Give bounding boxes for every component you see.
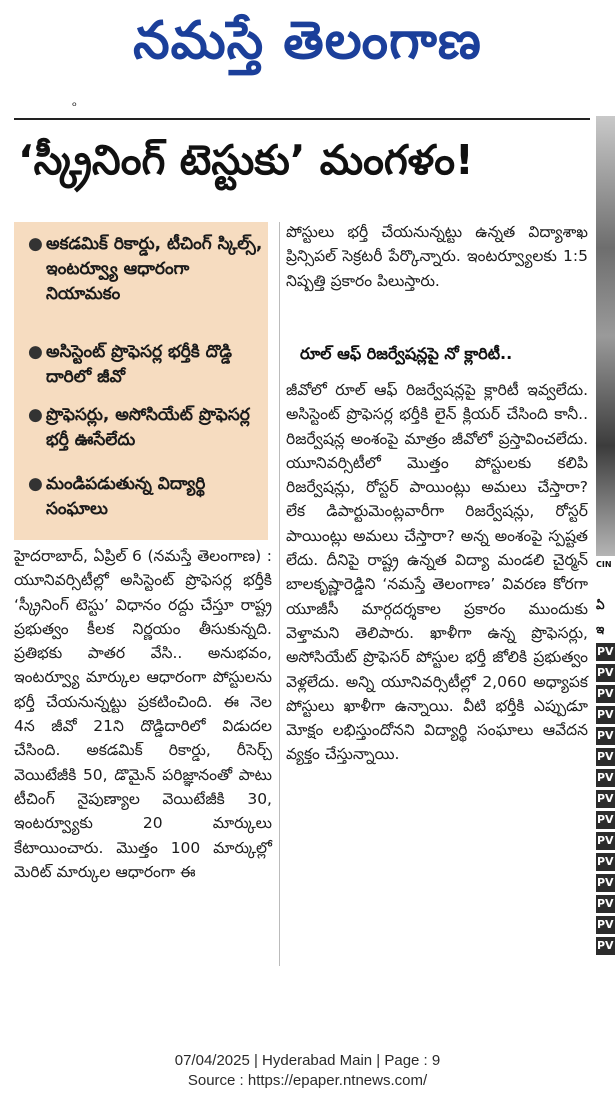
adjacent-tag: PV	[596, 832, 615, 850]
adjacent-tag: PV	[596, 685, 615, 703]
bullet-icon: ●	[28, 405, 43, 425]
highlights-box	[14, 222, 268, 540]
article-subhead: రూల్ ఆఫ్ రిజర్వేషన్లపై నో క్లారిటీ..	[300, 344, 513, 363]
source-link[interactable]: Source : https://epaper.ntnews.com/	[187, 1072, 428, 1089]
adjacent-tag: PV	[596, 853, 615, 871]
adjacent-tag: PV	[596, 643, 615, 661]
bullet-icon: ●	[28, 474, 43, 494]
adjacent-tag: PV	[596, 811, 615, 829]
adjacent-tag: PV	[596, 790, 615, 808]
article-headline: ‘స్క్రీనింగ్ టెస్టుకు’ మంగళం!	[18, 136, 474, 184]
adjacent-tag: PV	[596, 748, 615, 766]
adjacent-tag: PV	[596, 874, 615, 892]
adjacent-tag: PV	[596, 706, 615, 724]
column-divider	[279, 222, 280, 966]
adjacent-tag: PV	[596, 769, 615, 787]
bullet-icon: ●	[28, 342, 43, 362]
article-body-right: జీవోలో రూల్ ఆఫ్ రిజర్వేషన్లపై క్లారిటీ ఇవ్వలేదు. అసిస్టెంట్ ప్రొఫెసర్ల భర్తీకి లైన్ క్లియర్ చేసింది కానీ.. రిజర్వేషన్ల అంశంపై మాత్రం జీవోలో ప్రస్తావించలేదు. యూనివర్సిటీలో మొత్తం పోస్టులకు కలిపి రిజర్వేషన్లు, రోస్టర్ పాయింట్లు అమలు చేస్తారా? లేక డిపార్టుమెంట్లవారీగా రిజర్వేషన్లు, రోస్టర్ పాయింట్లు అమలు చేస్తారా? అన్న అంశంపై స్పష్టత లేదు. దీనిపై రాష్ట్ర ఉన్నత విద్యా మండలి చైర్మన్ బాలకృష్ణారెడ్డిని ‘నమస్తే తెలంగాణ’ వివరణ కోరగా యూజీసీ మార్గదర్శకాల ప్రకారం ముందుకు వెళ్తామని తెలిపారు. ఖాళీగా ఉన్న ప్రొఫెసర్లు, అసోసియేట్ ప్రొఫెసర్ పోస్టుల భర్తీ జోలికి ప్రభుత్వం వెళ్లలేదు. అన్ని యూనివర్సిటీల్లో 2,060 అధ్యాపక పోస్టులు ఖాళీగా ఉన్నాయి. వీటి భర్తీకి ఎప్పుడూ మోక్షం లభిస్తుందోనని విద్యార్థి సంఘాలు ఆవేదన వ్యక్తం చేస్తున్నాయి.	[286, 381, 588, 764]
adjacent-tag: PV	[596, 727, 615, 745]
adjacent-tag: PV	[596, 664, 615, 682]
adjacent-heading: ఏ	[596, 598, 605, 612]
edition-info: 07/04/2025 | Hyderabad Main | Page : 9	[174, 1052, 441, 1069]
header-rule	[14, 118, 590, 120]
adjacent-tag: PV	[596, 895, 615, 913]
article-body-left: హైదరాబాద్, ఏప్రిల్ 6 (నమస్తే తెలంగాణ) : యూనివర్సిటీల్లో అసిస్టెంట్ ప్రొఫెసర్ల భర్తీకి ‘స్క్రీనింగ్ టెస్టు’ విధానం రద్దు చేస్తూ రాష్ట్ర ప్రభుత్వం కీలక నిర్ణయం తీసుకున్నది. ప్రతిభకు పాతర వేసి.. అనుభవం, ఇంటర్వ్యూ మార్కుల ఆధారంగా పోస్టులను భర్తీ చేయనున్నట్టు ప్రకటించింది. ఈ నెల 4న జీవో 21ని దొడ్డిదారిలో విడుదల చేసింది. అకడమిక్ రికార్డు, రీసెర్చ్ వెయిటేజీకి 50, డొమైన్ పరిజ్ఞానంతో పాటు టీచింగ్ నైపుణ్యాల వెయిటేజీకి 30, ఇంటర్వ్యూకు 20 మార్కులు కేటాయించారు. మొత్తం 100 మార్కుల్లో మెరిట్ మార్కుల ఆధారంగా ఈ	[14, 547, 272, 881]
adjacent-heading: ఇ	[596, 622, 605, 636]
highlight-item: ● ప్రొఫెసర్లు, అసోసియేట్ ప్రొఫెసర్ల భర్తీ ఊసేలేదు	[28, 405, 250, 450]
article-body-right-intro: పోస్టులు భర్తీ చేయనున్నట్టు ఉన్నత విద్యాశాఖ ప్రిన్సిపల్ సెక్రటరీ పేర్కొన్నారు. ఇంటర్వ్యూలకు 1:5 నిష్పత్తి ప్రకారం పిలుస్తారు.	[286, 223, 588, 290]
highlight-item: ● మండిపడుతున్న విద్యార్థి సంఘాలు	[28, 474, 206, 519]
adjacent-cin-label: CIN	[596, 560, 612, 569]
adjacent-tag: PV	[596, 937, 615, 955]
page-marker: ᵒ	[72, 99, 77, 113]
highlight-item: ● అకడమిక్ రికార్డు, టీచింగ్ స్కిల్స్, ఇంటర్వ్యూ ఆధారంగా నియామకం	[28, 234, 263, 304]
highlight-item: ● అసిస్టెంట్ ప్రొఫెసర్ల భర్తీకి దొడ్డి దారిలో జీవో	[28, 342, 232, 387]
bullet-icon: ●	[28, 234, 43, 254]
adjacent-article-strip	[592, 116, 615, 966]
adjacent-tag: PV	[596, 916, 615, 934]
adjacent-photo	[596, 116, 615, 556]
newspaper-logo: నమస్తే తెలంగాణ	[133, 11, 482, 71]
page-footer	[0, 1051, 615, 1091]
masthead	[0, 0, 615, 90]
